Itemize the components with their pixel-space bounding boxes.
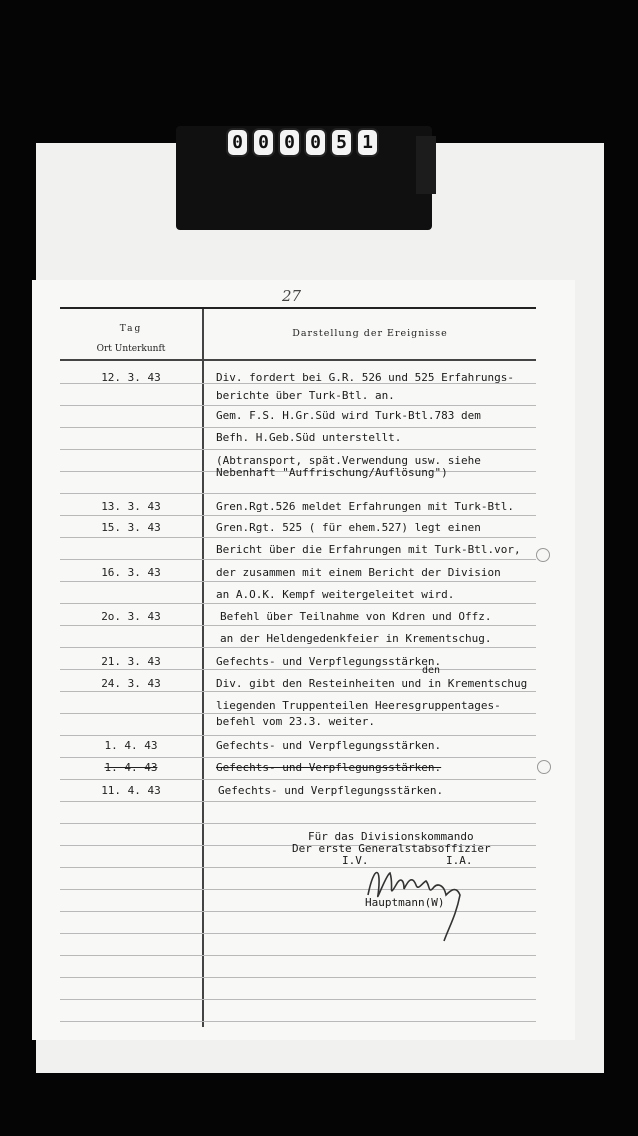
ruled-line — [60, 647, 536, 648]
entry-text: an der Heldengedenkfeier in Krementschug. — [220, 632, 492, 645]
entry-date: 15. 3. 43 — [101, 521, 161, 534]
closing-rank: Hauptmann(W) — [365, 896, 445, 909]
entry-text: Gren.Rgt.526 meldet Erfahrungen mit Turk-Btl. — [216, 500, 515, 513]
entry-date-struck: 1. 4. 43 — [104, 761, 158, 774]
archive-frame-counter — [226, 128, 379, 157]
ruled-line — [60, 427, 536, 428]
header-rule — [60, 359, 536, 361]
ruled-line — [60, 977, 536, 978]
entry-text: Gefechts- und Verpflegungsstärken. — [218, 784, 444, 797]
entry-text: Gren.Rgt. 525 ( für ehem.527) legt einen — [216, 521, 481, 534]
ruled-line — [60, 691, 536, 692]
counter-digit: 1 — [356, 128, 379, 157]
entry-text: an A.O.K. Kempf weitergeleitet wird. — [216, 588, 455, 601]
closing-ia: I.A. — [446, 854, 473, 867]
ruled-line — [60, 581, 536, 582]
entry-date: 16. 3. 43 — [101, 566, 161, 579]
column-divider — [202, 309, 204, 1027]
ruled-line — [60, 537, 536, 538]
column-header-day-location — [60, 319, 202, 359]
entry-text: berichte über Turk-Btl. an. — [216, 389, 395, 402]
header-day: Tag — [119, 324, 143, 334]
entry-date: 12. 3. 43 — [101, 371, 161, 384]
entry-text: liegenden Truppenteilen Heeresgruppentages- — [216, 699, 501, 712]
ruled-line — [60, 1021, 536, 1022]
entry-text: Befehl über Teilnahme von Kdren und Offz. — [220, 610, 492, 623]
entry-date: 13. 3. 43 — [101, 500, 161, 513]
entry-date: 24. 3. 43 — [101, 677, 161, 690]
counter-digit: 0 — [252, 128, 275, 157]
ruled-line — [60, 955, 536, 956]
header-location: Ort Unterkunft — [96, 344, 166, 354]
closing-iv: I.V. — [342, 854, 369, 867]
ruled-line — [60, 779, 536, 780]
ruled-line — [60, 405, 536, 406]
ruled-line — [60, 625, 536, 626]
entry-date: 11. 4. 43 — [101, 784, 161, 797]
ruled-line — [60, 999, 536, 1000]
entry-text: (Abtransport, spät.Verwendung usw. siehe — [216, 454, 481, 467]
entry-text: Befh. H.Geb.Süd unterstellt. — [216, 431, 402, 444]
table-top-rule — [60, 307, 536, 309]
closing-line-1: Für das Divisionskommando — [308, 830, 474, 843]
counter-digit: 5 — [330, 128, 353, 157]
ruled-line — [60, 757, 536, 758]
entry-date: 1. 4. 43 — [104, 739, 158, 752]
ruled-line — [60, 713, 536, 714]
counter-digit: 0 — [304, 128, 327, 157]
entry-text: Div. fordert bei G.R. 526 und 525 Erfahrungs- — [216, 371, 515, 384]
entry-date: 21. 3. 43 — [101, 655, 161, 668]
ruled-line — [60, 449, 536, 450]
header-events: Darstellung der Ereignisse — [292, 328, 448, 339]
punch-hole — [537, 760, 551, 774]
entry-text: Div. gibt den Resteinheiten und in Krementschug — [216, 677, 528, 690]
entry-text-struck: Gefechts- und Verpflegungsstärken. — [216, 761, 442, 774]
closing-line-2: Der erste Generalstabsoffizier — [292, 842, 491, 855]
ruled-line — [60, 493, 536, 494]
entry-text: Gem. F.S. H.Gr.Süd wird Turk-Btl.783 dem — [216, 409, 481, 422]
entry-text: Gefechts- und Verpflegungsstärken. — [216, 655, 442, 668]
inserted-word: den — [422, 665, 441, 676]
ruled-line — [60, 823, 536, 824]
ruled-line — [60, 801, 536, 802]
counter-digit: 0 — [226, 128, 249, 157]
entry-text: der zusammen mit einem Bericht der Division — [216, 566, 501, 579]
page-number: 27 — [282, 287, 302, 305]
entry-text: Gefechts- und Verpflegungsstärken. — [216, 739, 442, 752]
ruled-line — [60, 669, 536, 670]
entry-text: Bericht über die Erfahrungen mit Turk-Btl.vor, — [216, 543, 521, 556]
entry-text: befehl vom 23.3. weiter. — [216, 715, 375, 728]
counter-clip — [416, 136, 436, 194]
punch-hole — [536, 548, 550, 562]
ruled-line — [60, 603, 536, 604]
entry-text: Nebenhaft "Auffrischung/Auflösung") — [216, 466, 448, 479]
entry-date: 2o. 3. 43 — [101, 610, 161, 623]
ruled-line — [60, 515, 536, 516]
counter-digit: 0 — [278, 128, 301, 157]
ruled-line — [60, 735, 536, 736]
ruled-line — [60, 559, 536, 560]
